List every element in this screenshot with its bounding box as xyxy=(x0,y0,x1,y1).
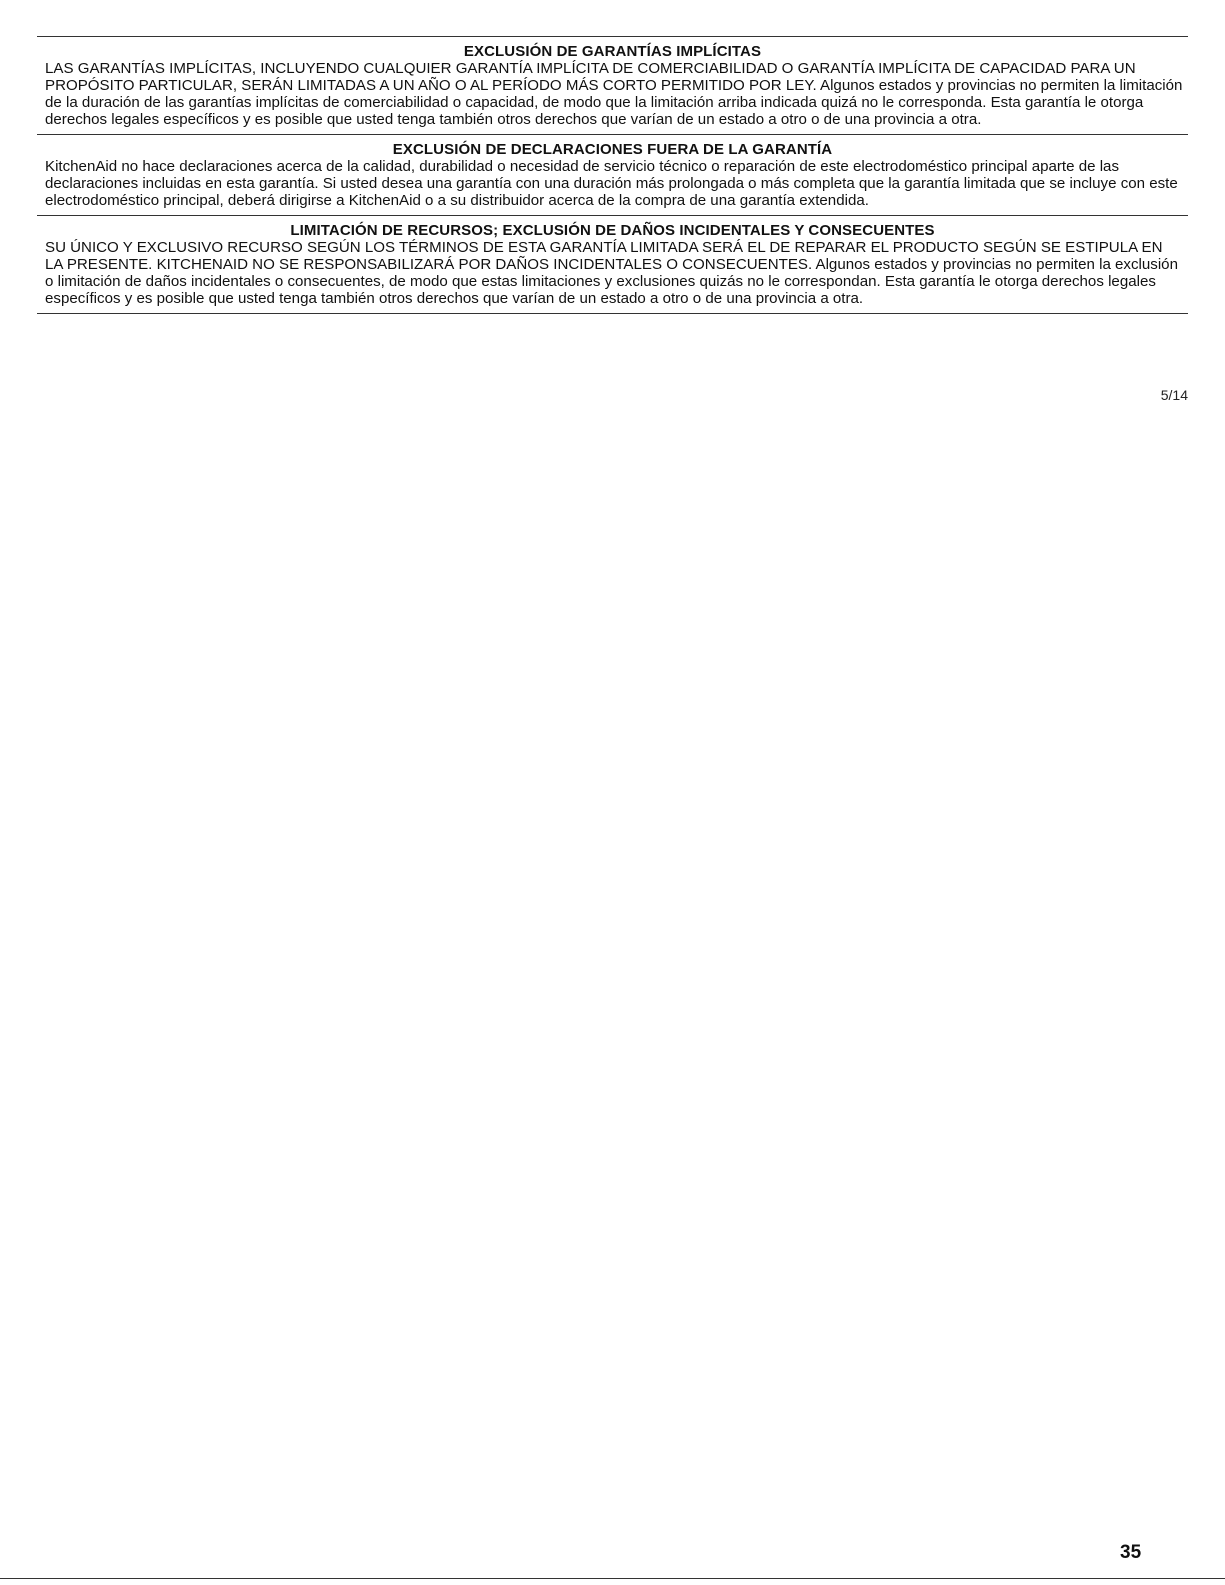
revision-date: 5/14 xyxy=(1160,387,1188,403)
warranty-sections xyxy=(37,36,1188,314)
section-title: EXCLUSIÓN DE GARANTÍAS IMPLÍCITAS xyxy=(463,43,762,60)
section-body: SU ÚNICO Y EXCLUSIVO RECURSO SEGÚN LOS TÉRMINOS DE ESTA GARANTÍA LIMITADA SERÁ EL DE REPARAR EL PRODUCTO SEGÚN SE ESTIPULA EN LA PRESENTE. KITCHENAID NO SE RESPONSABILIZARÁ POR DAÑOS INCIDENTALES O CONSECUENTES. Algunos estados y provincias no permiten la exclusión o limitación de daños incidentales o consecuentes, de modo que estas limitaciones y exclusiones quizás no le correspondan. Esta garantía le otorga derechos legales específicos y es posible que usted tenga también otros derechos que varían de un estado a otro o de una provincia a otra. xyxy=(45,239,1178,307)
section-representations xyxy=(37,134,1188,215)
section-title: LIMITACIÓN DE RECURSOS; EXCLUSIÓN DE DAÑOS INCIDENTALES Y CONSECUENTES xyxy=(290,222,935,239)
page-number: 35 xyxy=(1120,1542,1142,1563)
bottom-divider xyxy=(0,1578,1225,1579)
section-body: KitchenAid no hace declaraciones acerca de la calidad, durabilidad o necesidad de servicio técnico o reparación de este electrodoméstico principal aparte de las declaraciones incluidas en esta garantía. Si usted desea una garantía con una duración más prolongada o más completa que la garantía limitada que se incluye con este electrodoméstico principal, deberá dirigirse a KitchenAid o a su distribuidor acerca de la compra de una garantía extendida. xyxy=(45,158,1178,209)
section-limitation-of-remedies xyxy=(37,215,1188,314)
section-implied-warranties xyxy=(37,36,1188,134)
section-body: LAS GARANTÍAS IMPLÍCITAS, INCLUYENDO CUALQUIER GARANTÍA IMPLÍCITA DE COMERCIABILIDAD O GARANTÍA IMPLÍCITA DE CAPACIDAD PARA UN PROPÓSITO PARTICULAR, SERÁN LIMITADAS A UN AÑO O AL PERÍODO MÁS CORTO PERMITIDO POR LEY. Algunos estados y provincias no permiten la limitación de la duración de las garantías implícitas de comerciabilidad o capacidad, de modo que la limitación arriba indicada quizá no le corresponda. Esta garantía le otorga derechos legales específicos y es posible que usted tenga también otros derechos que varían de un estado a otro o de una provincia a otra. xyxy=(45,60,1183,128)
section-title: EXCLUSIÓN DE DECLARACIONES FUERA DE LA GARANTÍA xyxy=(392,141,833,158)
